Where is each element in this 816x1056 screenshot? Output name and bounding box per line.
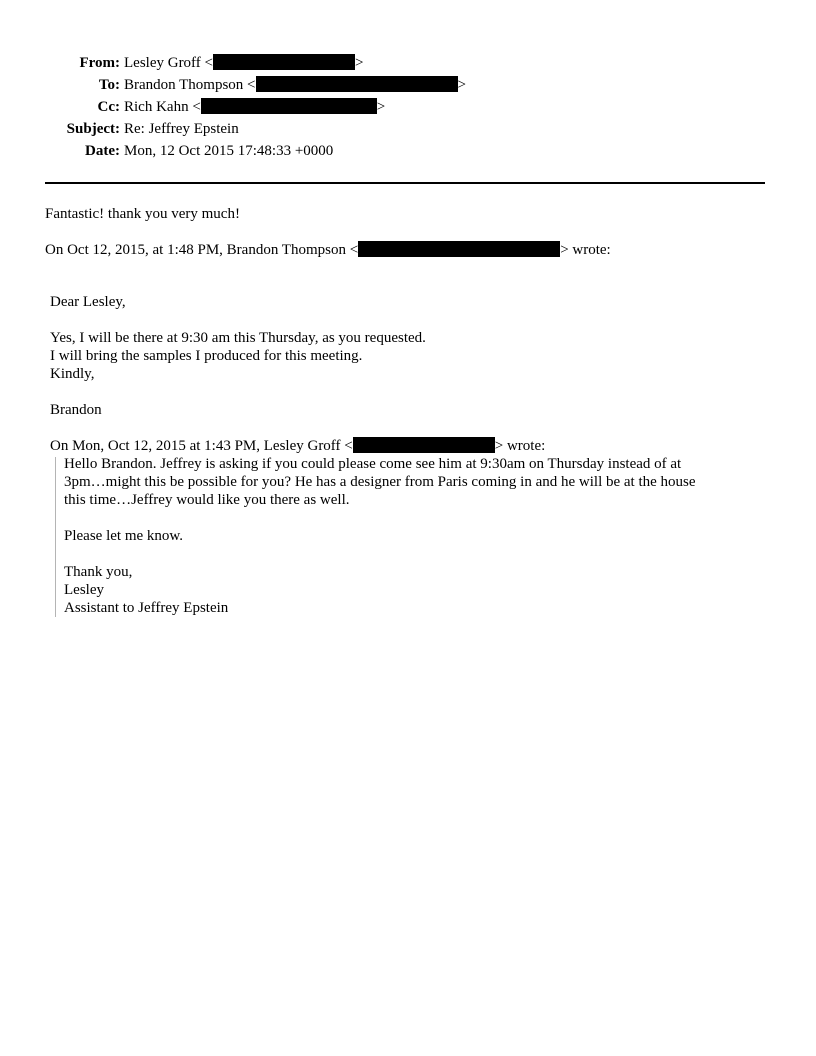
from-close: > (355, 55, 364, 71)
reply-text: Fantastic! thank you very much! (45, 206, 240, 222)
quote-bar (55, 457, 56, 617)
date-row (0, 140, 816, 162)
attribution-brandon-prefix: On Oct 12, 2015, at 1:48 PM, Brandon Thompson < (45, 242, 359, 258)
to-label: To: (98, 77, 120, 93)
closing: Kindly, (50, 366, 95, 382)
quoted-line: 3pm…might this be possible for you? He has a designer from Paris coming in and he will be at the house (64, 474, 696, 490)
quoted-signature-title: Assistant to Jeffrey Epstein (64, 600, 229, 616)
attribution-lesley (50, 437, 545, 455)
subject-row (0, 118, 816, 140)
to-name: Brandon Thompson < (124, 77, 256, 93)
attribution-brandon (45, 241, 611, 259)
subject-value: Re: Jeffrey Epstein (124, 121, 239, 137)
from-name: Lesley Groff < (124, 55, 213, 71)
quoted-line: Hello Brandon. Jeffrey is asking if you could please come see him at 9:30am on Thursday instead of at (64, 456, 682, 472)
body-line: I will bring the samples I produced for this meeting. (50, 348, 363, 364)
from-label: From: (79, 55, 120, 71)
cc-close: > (376, 99, 386, 115)
cc-value (124, 96, 385, 118)
cc-row (0, 96, 816, 118)
quoted-line: this time…Jeffrey would like you there as well. (64, 492, 350, 508)
to-row (0, 74, 816, 96)
redaction-box (353, 437, 495, 453)
attribution-brandon-suffix: > wrote: (560, 242, 611, 258)
date-value: Mon, 12 Oct 2015 17:48:33 +0000 (124, 143, 334, 159)
cc-label: Cc: (97, 99, 120, 115)
signature-name: Brandon (50, 402, 102, 418)
cc-name: Rich Kahn < (124, 99, 201, 115)
greeting: Dear Lesley, (50, 294, 126, 310)
redaction-box (256, 76, 458, 92)
from-row (0, 52, 816, 74)
redaction-box (213, 54, 355, 70)
redaction-box (358, 241, 560, 257)
redaction-box (201, 98, 377, 114)
attribution-lesley-suffix: > wrote: (494, 438, 546, 454)
to-value (124, 74, 466, 96)
to-close: > (457, 77, 466, 93)
header-divider (45, 182, 765, 184)
email-header (0, 52, 816, 162)
quoted-closing: Thank you, (64, 564, 133, 580)
date-label: Date: (85, 143, 120, 159)
subject-label: Subject: (66, 121, 120, 137)
quoted-signature-name: Lesley (64, 582, 104, 598)
attribution-lesley-prefix: On Mon, Oct 12, 2015 at 1:43 PM, Lesley Groff < (50, 438, 353, 454)
body-line: Yes, I will be there at 9:30 am this Thursday, as you requested. (50, 330, 426, 346)
quoted-line: Please let me know. (64, 528, 183, 544)
from-value (124, 52, 363, 74)
